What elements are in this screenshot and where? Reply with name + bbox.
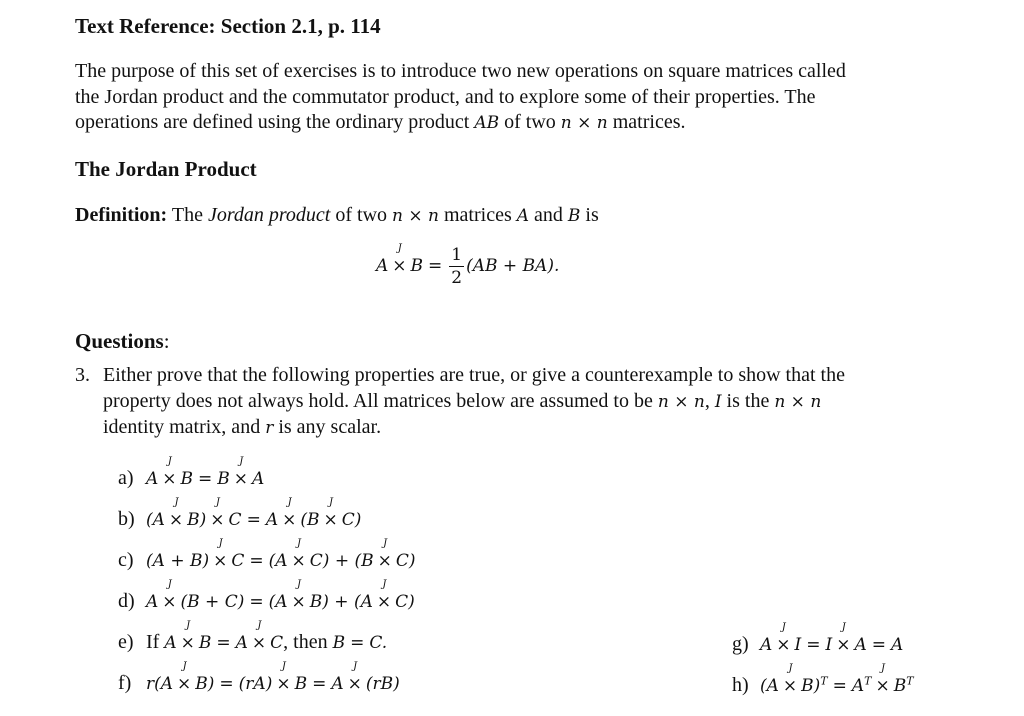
- jordan-times-icon: × J: [347, 661, 362, 694]
- definition-term: Jordan product: [207, 204, 331, 226]
- one-half-fraction: $\frac{1}{2}$: [451, 245, 463, 288]
- intro-line-2: the Jordan product and the commutator product, and to explore some of their properties. The: [75, 85, 816, 108]
- jordan-times-icon: × J: [168, 497, 184, 530]
- jordan-times-icon: × J: [180, 620, 195, 653]
- property-f: f) r(A × J B) = (rA) × J B = A × J (rB): [118, 661, 400, 694]
- jordan-times-icon: × J: [836, 622, 851, 655]
- jordan-times-icon: × J: [162, 456, 177, 489]
- property-h: h) (A × J $B)^T = A^T$ × J $B^T$: [732, 663, 914, 696]
- definition-label: Definition:: [75, 204, 168, 226]
- property-c: c) (A + B) × J C = (A × J C) + (B × J C): [118, 538, 416, 571]
- question-number: 3.: [75, 364, 90, 386]
- property-g: g) A × J I = I × J A = A: [732, 622, 904, 655]
- jordan-times-icon: × J: [210, 497, 225, 530]
- jordan-times-icon: × J: [213, 538, 228, 571]
- jordan-times-icon: × J: [276, 661, 291, 694]
- property-d: d) A × J (B + C) = (A × J B) + (A × J C): [118, 579, 415, 612]
- jordan-formula: A × J B = $\frac{1}{2}$ (AB + BA).: [376, 243, 560, 288]
- question-3: 3. Either prove that the following properties are true, or give a counterexample to show that the property does not always hold. All matrices below are assumed to be n × n, I is the n × n identity matrix, and r is any scalar.: [75, 364, 845, 438]
- jordan-times-icon: × J: [282, 497, 297, 530]
- property-b: b) (A × J B) × J C = A × J (B × J C): [118, 497, 362, 530]
- intro-line-1: The purpose of this set of exercises is to introduce two new operations on square matrices called: [75, 60, 846, 82]
- jordan-times-icon: × J: [376, 579, 392, 612]
- intro-line-3: operations are defined using the ordinary product AB of two n × n matrices.: [75, 111, 686, 133]
- section-title: The Jordan Product: [75, 157, 257, 181]
- jordan-times-icon: × J: [291, 538, 306, 571]
- jordan-times-icon: × J: [377, 538, 392, 571]
- jordan-times-icon: × J: [177, 661, 192, 694]
- jordan-times-icon: × J: [875, 663, 890, 696]
- property-e: e) If A × J B = A × J C, then B = C.: [118, 620, 388, 653]
- jordan-times-icon: × J: [392, 243, 407, 277]
- jordan-times-icon: × J: [776, 622, 791, 655]
- jordan-times-icon: × J: [291, 579, 306, 612]
- jordan-times-icon: × J: [162, 579, 177, 612]
- jordan-times-icon: × J: [782, 663, 798, 696]
- jordan-times-icon: × J: [251, 620, 267, 653]
- jordan-times-icon: × J: [323, 497, 338, 530]
- questions-title: Questions:: [75, 329, 170, 353]
- text-reference: Text Reference: Section 2.1, p. 114: [75, 14, 381, 38]
- property-a: a) A × J B = B × J A: [118, 456, 265, 489]
- jordan-times-icon: × J: [233, 456, 249, 489]
- intro-paragraph: [75, 59, 915, 137]
- definition: Definition: The Jordan product of two n × n matrices A and B is: [75, 204, 599, 226]
